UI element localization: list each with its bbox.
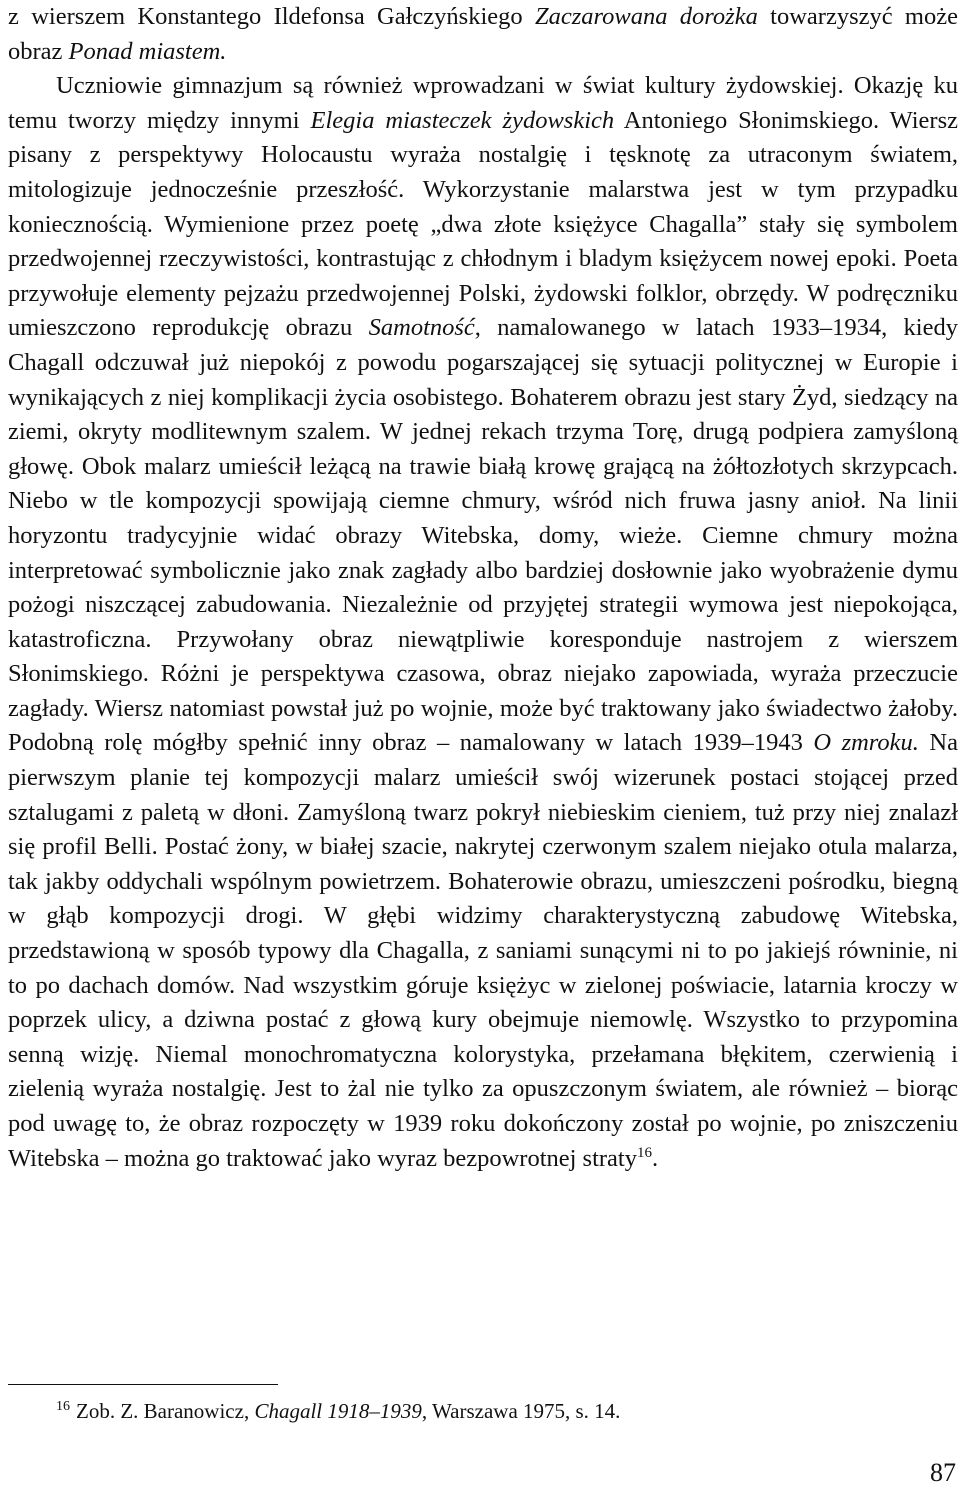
book-title: Chagall 1918–1939 — [254, 1399, 422, 1423]
painting-title: O zmroku. — [813, 729, 919, 757]
page-body — [8, 0, 958, 1176]
text-run: towarzyszyć może obraz — [8, 3, 958, 65]
text-run: Uczniowie gimnazjum są również wprowadzani w świat kultury żydowskiej. Okazję ku temu tworzy między innymi — [8, 72, 958, 134]
footnote-text: Zob. Z. Baranowicz, — [76, 1399, 255, 1423]
text-run: . — [652, 1144, 659, 1172]
painting-title: Samotność — [368, 314, 475, 342]
paragraph-2 — [8, 69, 958, 1176]
text-run: Antoniego Słonimskiego. Wiersz pisany z perspektywy Holocaustu wyraża nostalgię i tęsknotę za utraconym światem, mitologizuje jednocześnie przeszłość. Wykorzystanie malarstwa jest w tym przypadku koniecznością. Wymienione przez poetę „dwa złote księżyce Chagalla” stały się symbolem przedwojennej rzeczywistości, kontrastując z chłodnym i bladym księżycem nowej epoki. Poeta przywołuje elementy pejzażu przedwojennej Polski, żydowski folklor, obrzędy. W podręczniku umieszczono reprodukcję obrazu — [8, 106, 959, 342]
footnote-text: , Warszawa 1975, s. 14. — [421, 1399, 621, 1423]
page-number: 87 — [930, 1458, 956, 1487]
footnote-reference: 16 — [637, 1144, 652, 1161]
footnote — [56, 1396, 620, 1426]
text-run: z wierszem Konstantego Ildefonsa Gałczyńskiego — [8, 3, 535, 30]
poem-title: Zaczarowana dorożka — [534, 3, 758, 30]
painting-title: Ponad miastem. — [68, 37, 227, 65]
paragraph-1 — [8, 0, 958, 69]
poem-title: Elegia miasteczek żydowskich — [310, 106, 615, 134]
text-run: , namalowanego w latach 1933–1934, kiedy Chagall odczuwał już niepokój z powodu pogarszającej się sytuacji politycznej w Europie i wynikających z niej komplikacji życia osobistego. Bohaterem obrazu jest stary Żyd, siedzący na ziemi, okryty modlitewnym szalem. W jednej rekach trzyma Torę, drugą podpiera zamyśloną głowę. Obok malarz umieścił leżącą na trawie białą krowę grającą na żółtozłotych skrzypcach. Niebo w tle kompozycji spowijają ciemne chmury, wśród nich fruwa jasny anioł. Na linii horyzontu tradycyjnie widać obrazy Witebska, domy, wieże. Ciemne chmury można interpretować symbolicznie jako znak zagłady albo bardziej dosłownie jako wyobrażenie dymu pożogi niszczącej zabudowania. Niezależnie od przyjętej strategii wymowa jest niepokojąca, katastroficzna. Przywołany obraz niewątpliwie koresponduje nastrojem z wierszem Słonimskiego. Różni je perspektywa czasowa, obraz niejako zapowiada, wyraża przeczucie zagłady. Wiersz natomiast powstał już po wojnie, może być traktowany jako świadectwo żałoby. Podobną rolę mógłby spełnić inny obraz – namalowany w latach 1939–1943 — [8, 314, 958, 757]
footnote-divider — [8, 1384, 278, 1385]
footnote-mark: 16 — [56, 1399, 70, 1414]
text-run: Na pierwszym planie tej kompozycji malarz umieścił swój wizerunek postaci stojącej przed sztalugami z paletą w dłoni. Zamyśloną twarz pokrył niebieskim cieniem, tuż przy niej znalazł się profil Belli. Postać żony, w białej szacie, nakrytej czerwonym szalem niejako otula malarza, tak jakby oddychali wspólnym powietrzem. Bohaterowie obrazu, umieszczeni pośrodku, biegną w głąb kompozycji drogi. W głębi widzimy charakterystyczną zabudowę Witebska, przedstawioną w sposób typowy dla Chagalla, z saniami sunącymi ni to po jakiejś równinie, ni to po dachach domów. Nad wszystkim góruje księżyc w zielonej poświacie, latarnia kroczy w poprzek ulicy, a dziwna postać z głową kury obejmuje niemowlę. Wszystko to przypomina senną wizję. Niemal monochromatyczna kolorystyka, przełamana błękitem, czerwienią i zielenią wyraża nostalgię. Jest to żal nie tylko za opuszczonym światem, ale również – biorąc pod uwagę to, że obraz rozpoczęty w 1939 roku dokończony został po wojnie, po zniszczeniu Witebska – można go traktować jako wyraz bezpowrotnej straty — [8, 729, 958, 1172]
